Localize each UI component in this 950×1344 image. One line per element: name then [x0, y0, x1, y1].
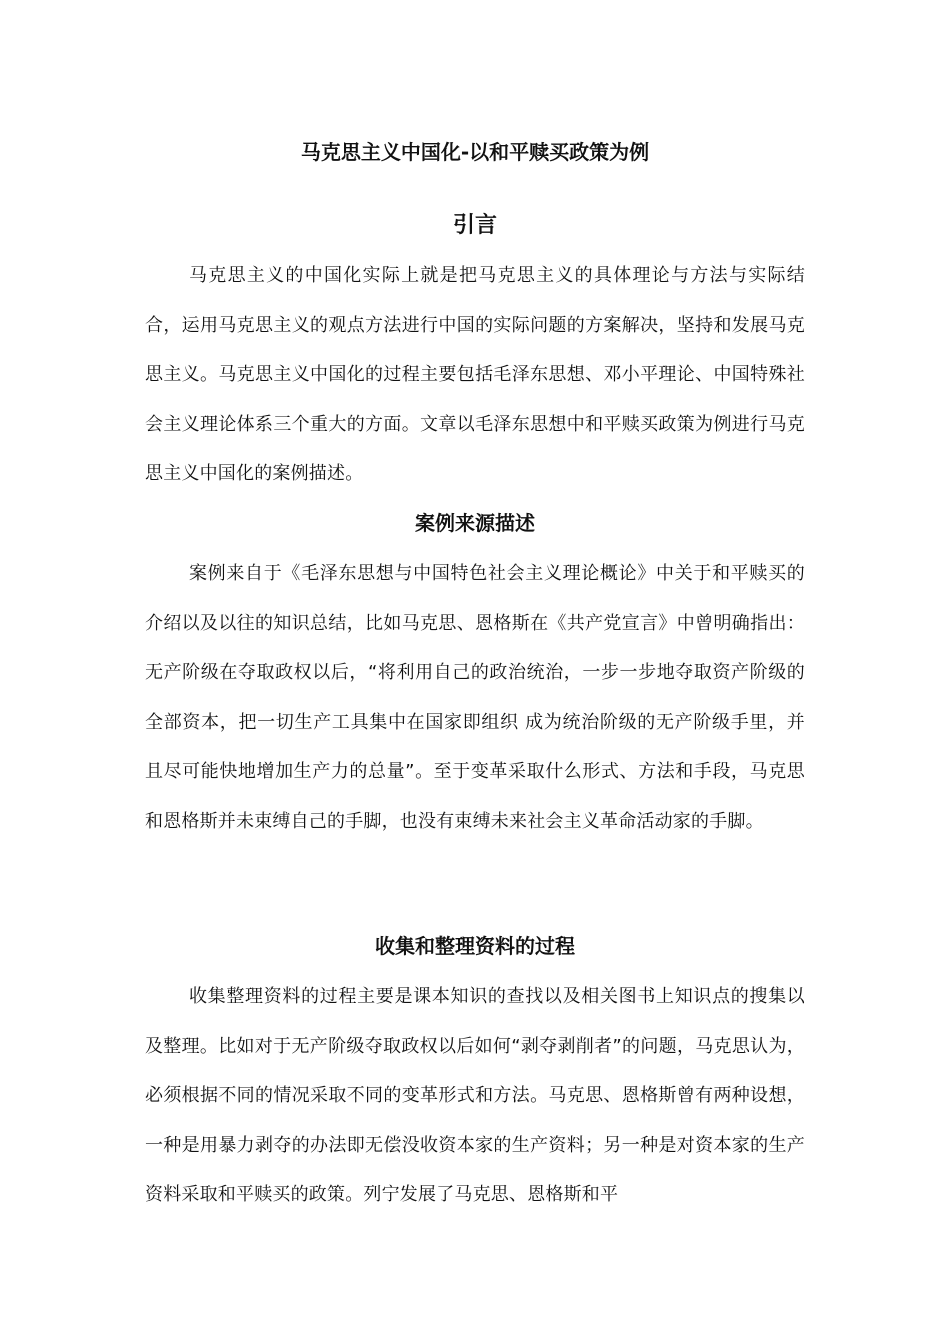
- material-collection-paragraph: 收集整理资料的过程主要是课本知识的查找以及相关图书上知识点的搜集以及整理。比如对于无产阶级夺取政权以后如何“剥夺剥削者”的问题，马克思认为，必须根据不同的情况采取不同的变革形式和方法。马克思、恩格斯曾有两种设想，一种是用暴力剥夺的办法即无偿没收资本家的生产资料；另一种是对资本家的生产资料采取和平赎买的政策。列宁发展了马克思、恩格斯和平: [145, 986, 805, 1205]
- section-heading-material-collection: 收集和整理资料的过程: [375, 934, 575, 958]
- case-source-paragraph: 案例来自于《毛泽东思想与中国特色社会主义理论概论》中关于和平赎买的介绍以及以往的知识总结，比如马克思、恩格斯在《共产党宣言》中曾明确指出：无产阶级在夺取政权以后，“将利用自己的政治统治，一步一步地夺取资产阶级的全部资本，把一切生产工具集中在国家即组织 成为统治阶级的无产阶级手里，并且尽可能快地增加生产力的总量”。至于变革采取什么形式、方法和手段，马克思和恩格斯并未束缚自己的手脚，也没有束缚未来社会主义革命活动家的手脚。: [145, 563, 805, 832]
- section-heading-introduction: 引言: [452, 213, 497, 238]
- document-title: 马克思主义中国化-以和平赎买政策为例: [300, 140, 650, 164]
- introduction-paragraph: 马克思主义的中国化实际上就是把马克思主义的具体理论与方法与实际结合，运用马克思主义的观点方法进行中国的实际问题的方案解决，坚持和发展马克思主义。马克思主义中国化的过程主要包括毛泽东思想、邓小平理论、中国特殊社会主义理论体系三个重大的方面。文章以毛泽东思想中和平赎买政策为例进行马克思主义中国化的案例描述。: [145, 265, 805, 484]
- section-heading-case-source: 案例来源描述: [415, 511, 535, 535]
